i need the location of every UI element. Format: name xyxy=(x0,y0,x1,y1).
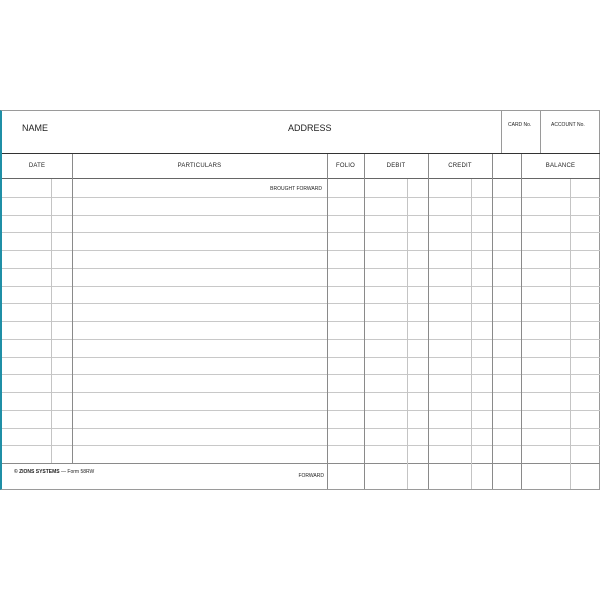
column-debit: DEBIT xyxy=(386,163,406,169)
row-rule xyxy=(2,215,600,216)
column-rule xyxy=(51,179,52,463)
account-number-label: ACCOUNT No. xyxy=(551,122,585,128)
card-number-label: CARD No. xyxy=(508,122,532,128)
brought-forward-label: BROUGHT FORWARD xyxy=(270,186,322,192)
column-rule xyxy=(492,154,493,489)
column-folio: FOLIO xyxy=(335,163,355,169)
column-header-row xyxy=(2,154,600,179)
row-rule xyxy=(2,250,600,251)
account-number-box xyxy=(539,111,600,153)
column-rule xyxy=(407,179,408,489)
row-rule xyxy=(2,232,600,233)
card-header xyxy=(2,111,600,154)
column-rule xyxy=(428,154,429,489)
row-rule xyxy=(2,445,600,446)
column-rule xyxy=(72,154,73,463)
column-particulars: PARTICULARS xyxy=(177,163,222,169)
column-date: DATE xyxy=(28,163,46,169)
row-rule xyxy=(2,410,600,411)
form-code: — Form 58RW xyxy=(61,469,95,475)
address-label: ADDRESS xyxy=(288,123,332,133)
column-rule xyxy=(471,179,472,489)
column-rule xyxy=(521,154,522,489)
ledger-card xyxy=(0,110,600,490)
row-rule xyxy=(2,321,600,322)
footer-rule xyxy=(2,463,600,464)
publisher-name: © ZIONS SYSTEMS xyxy=(14,469,60,475)
row-rule xyxy=(2,374,600,375)
copyright-notice xyxy=(14,469,94,475)
column-rule xyxy=(570,179,571,489)
row-rule xyxy=(2,286,600,287)
row-rule xyxy=(2,392,600,393)
row-rule xyxy=(2,428,600,429)
column-rule xyxy=(364,154,365,489)
column-credit: CREDIT xyxy=(448,163,472,169)
row-rule xyxy=(2,268,600,269)
row-rule xyxy=(2,357,600,358)
row-rule xyxy=(2,303,600,304)
row-rule xyxy=(2,197,600,198)
column-balance: BALANCE xyxy=(545,163,576,169)
card-number-box xyxy=(501,111,541,153)
forward-label: FORWARD xyxy=(298,473,324,479)
column-rule xyxy=(327,154,328,489)
name-label: NAME xyxy=(22,123,49,133)
row-rule xyxy=(2,339,600,340)
